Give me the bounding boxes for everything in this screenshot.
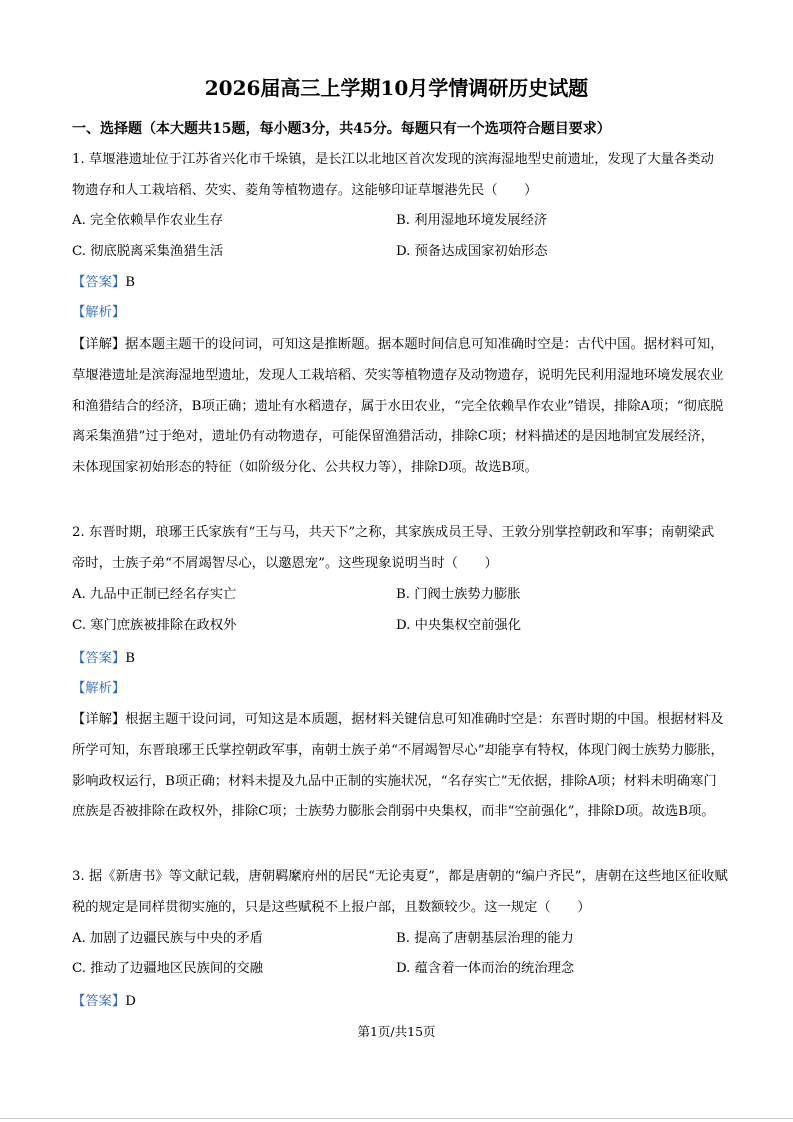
answer-label: 【答案】 xyxy=(72,651,126,666)
question-2-detail: 【详解】根据主题干设问词，可知这是本质题，据材料关键信息可知准确时空是：东晋时期的中国。根据材料及所学可知，东晋琅琊王氏掌控朝政军事，南朝士族子弟“不屑竭智尽心”却能享有特权，体现门阀士族势力膨胀，影响政权运行，B项正确；材料未提及九品中正制的实施状况，“名存实亡”无依据，排除A项；材料未明确寒门庶族是否被排除在政权外，排除C项；士族势力膨胀会削弱中央集权，而非“空前强化”，排除D项。故选B项。 xyxy=(72,712,724,820)
answer-value: D xyxy=(125,994,136,1009)
question-3-option-b: B. 提高了唐朝基层治理的能力 xyxy=(396,931,574,946)
question-2-option-c: C. 寒门庶族被排除在政权外 xyxy=(72,618,237,633)
question-2-stem: 2. 东晋时期，琅琊王氏家族有“王与马，共天下”之称，其家族成员王导、王敦分别掌控朝政和军事；南朝梁武帝时，士族子弟“不屑竭智尽心，以邀恩宠”。这些现象说明当时（ ） xyxy=(72,525,715,571)
question-1-answer xyxy=(72,272,135,294)
answer-label: 【答案】 xyxy=(72,994,126,1009)
question-1-detail: 【详解】据本题主题干的设问词，可知这是推断题。据本题时间信息可知准确时空是：古代中国。据材料可知，草堰港遗址是滨海湿地型遗址，发现人工栽培稻、芡实等植物遗存及动物遗存，说明先民利用湿地环境发展农业和渔猎结合的经济，B项正确；遗址有水稻遗存，属于水田农业，“完全依赖旱作农业”错误，排除A项；“彻底脱离采集渔猎”过于绝对，遗址仍有动物遗存，可能保留渔猎活动，排除C项；材料描述的是因地制宜发展经济，未体现国家初始形态的特征（如阶级分化、公共权力等），排除D项。故选B项。 xyxy=(72,337,724,476)
question-3-option-d: D. 蕴含着一体而治的统治理念 xyxy=(396,961,575,976)
page-bottom-divider xyxy=(0,1118,793,1119)
question-2-option-a: A. 九品中正制已经名存实亡 xyxy=(72,587,237,602)
question-3-answer xyxy=(72,991,136,1013)
answer-value: B xyxy=(125,275,135,290)
question-2-option-d: D. 中央集权空前强化 xyxy=(396,618,522,633)
question-2-option-b: B. 门阀士族势力膨胀 xyxy=(396,587,521,602)
question-1-analysis-label xyxy=(72,302,125,324)
question-3-stem: 3. 据《新唐书》等文献记载，唐朝羁縻府州的居民“无论夷夏”，都是唐朝的“编户齐民”，唐朝在这些地区征收赋税的规定是同样贯彻实施的，只是这些赋税不上报户部，且数额较少。这一规定（ ） xyxy=(72,869,728,915)
question-1-option-a: A. 完全依赖旱作农业生存 xyxy=(72,213,224,228)
page-number: 第1页/共15页 xyxy=(357,1024,436,1039)
answer-label: 【答案】 xyxy=(72,275,126,290)
section-heading: 一、选择题（本大题共15题，每小题3分，共45分。每题只有一个选项符合题目要求） xyxy=(72,121,611,137)
question-3-option-c: C. 推动了边疆地区民族间的交融 xyxy=(72,961,264,976)
question-1-option-c: C. 彻底脱离采集渔猎生活 xyxy=(72,244,224,259)
question-1-stem: 1. 草堰港遗址位于江苏省兴化市千垛镇，是长江以北地区首次发现的滨海湿地型史前遗址，发现了大量各类动物遗存和人工栽培稻、芡实、菱角等植物遗存。这能够印证草堰港先民（ ） xyxy=(72,152,714,198)
answer-value: B xyxy=(125,651,135,666)
question-3-option-a: A. 加剧了边疆民族与中央的矛盾 xyxy=(72,931,263,946)
page-title: 2026届高三上学期10月学情调研历史试题 xyxy=(204,76,589,100)
question-1-option-b: B. 利用湿地环境发展经济 xyxy=(396,213,548,228)
question-2-analysis-label xyxy=(72,678,125,700)
question-1-option-d: D. 预备达成国家初始形态 xyxy=(396,244,548,259)
analysis-label: 【解析】 xyxy=(72,305,126,320)
analysis-label: 【解析】 xyxy=(72,681,126,696)
question-2-answer xyxy=(72,648,135,670)
